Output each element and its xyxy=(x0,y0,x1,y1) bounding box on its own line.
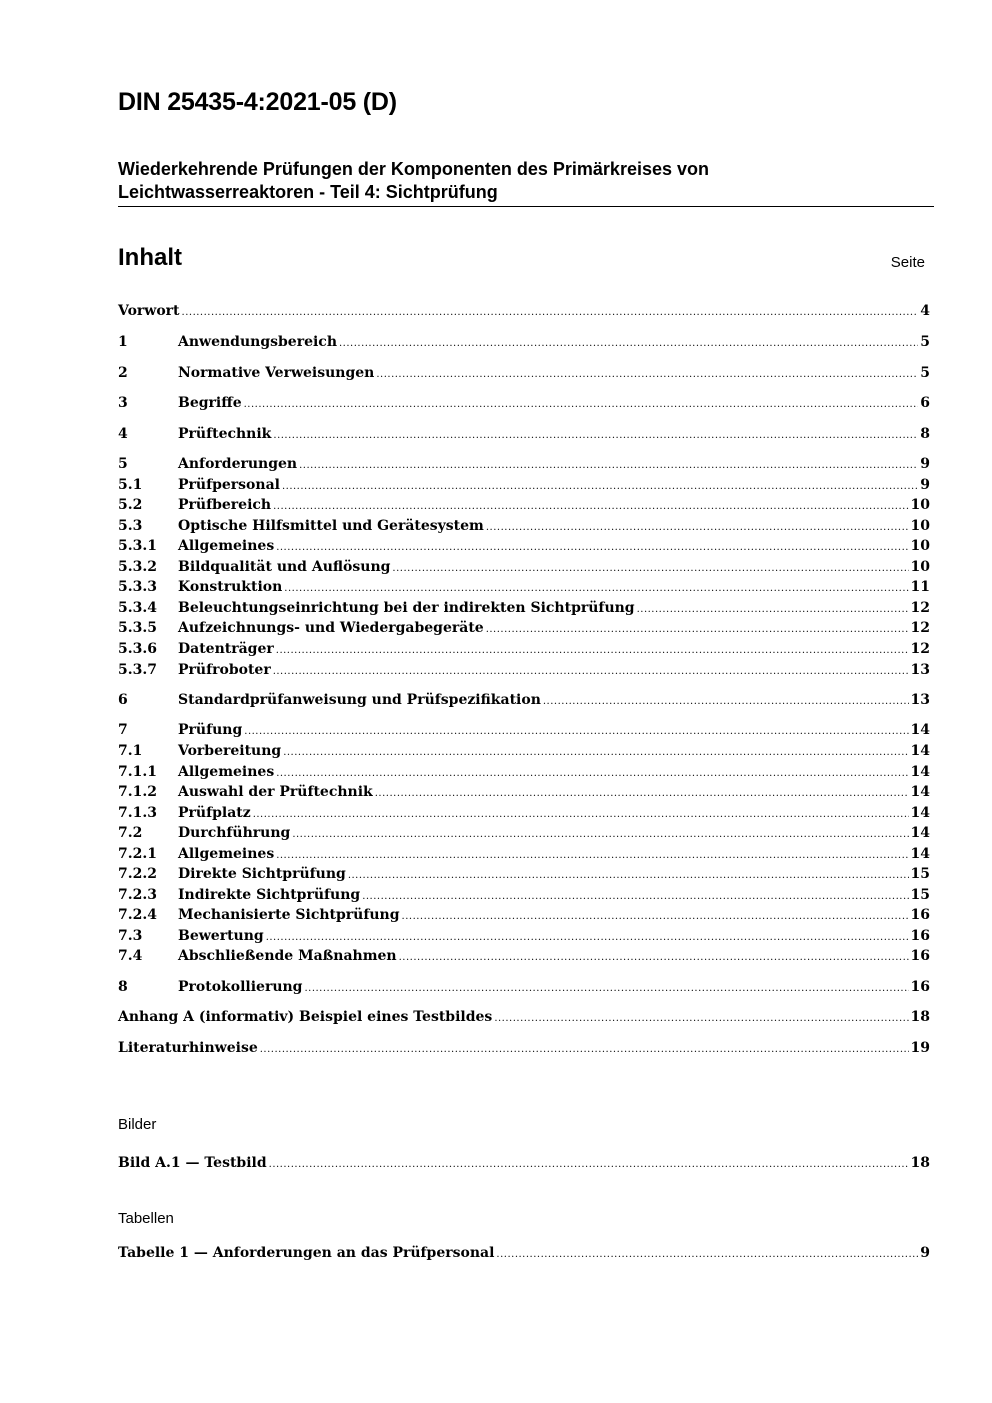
toc-entry-number: 7.1.2 xyxy=(118,784,157,800)
toc-entry-page: 13 xyxy=(910,692,930,708)
toc-entry-label: Allgemeines xyxy=(178,764,275,780)
tables-heading: Tabellen xyxy=(118,1210,174,1227)
toc-entry-page: 14 xyxy=(910,805,930,821)
toc-entry[interactable] xyxy=(118,334,930,354)
toc-leader-dots xyxy=(399,952,909,963)
title-divider xyxy=(118,206,934,207)
toc-leader-dots xyxy=(276,850,908,861)
toc-entry-number: 5.3.3 xyxy=(118,579,157,595)
toc-entry[interactable] xyxy=(118,825,930,845)
toc-leader-dots xyxy=(375,788,909,799)
toc-entry-label: Vorbereitung xyxy=(178,743,282,759)
toc-entry[interactable] xyxy=(118,620,930,640)
toc-entry-page: 12 xyxy=(910,620,930,636)
document-title-line-2: Leichtwasserreaktoren - Teil 4: Sichtprüfung xyxy=(118,182,498,202)
toc-entry-number: 7.1.3 xyxy=(118,805,157,821)
toc-entry-label: Literaturhinweise xyxy=(118,1040,258,1056)
toc-entry[interactable] xyxy=(118,805,930,825)
toc-entry-page: 9 xyxy=(920,456,930,472)
toc-entry-number: 8 xyxy=(118,979,128,995)
toc-entry[interactable] xyxy=(118,722,930,742)
toc-leader-dots xyxy=(637,604,909,615)
toc-entry-number: 5.3.5 xyxy=(118,620,157,636)
toc-leader-dots xyxy=(244,399,919,410)
toc-entry-page: 5 xyxy=(920,365,930,381)
toc-entry-number: 7.4 xyxy=(118,948,143,964)
toc-leader-dots xyxy=(292,829,908,840)
toc-entry-page: 12 xyxy=(910,641,930,657)
toc-entry-label: Tabelle 1 — Anforderungen an das Prüfpersonal xyxy=(118,1245,495,1261)
toc-entry[interactable] xyxy=(118,395,930,415)
toc-entry-page: 14 xyxy=(910,825,930,841)
toc-entry-label: Indirekte Sichtprüfung xyxy=(178,887,361,903)
toc-entry[interactable] xyxy=(118,303,930,323)
toc-entry-page: 12 xyxy=(910,600,930,616)
toc-entry-number: 5 xyxy=(118,456,128,472)
toc-entry-page: 15 xyxy=(910,887,930,903)
toc-leader-dots xyxy=(402,911,909,922)
toc-entry-number: 5.3.7 xyxy=(118,662,157,678)
toc-entry-page: 9 xyxy=(920,1245,930,1261)
toc-entry[interactable] xyxy=(118,600,930,620)
toc-entry[interactable] xyxy=(118,784,930,804)
toc-leader-dots xyxy=(269,1159,909,1170)
toc-entry-label: Allgemeines xyxy=(178,538,275,554)
toc-entry-page: 16 xyxy=(910,907,930,923)
toc-entry-label: Standardprüfanweisung und Prüfspezifikation xyxy=(178,692,541,708)
toc-leader-dots xyxy=(182,307,919,318)
toc-leader-dots xyxy=(494,1013,908,1024)
toc-leader-dots xyxy=(273,501,908,512)
toc-entry[interactable] xyxy=(118,1009,930,1029)
toc-entry-label: Bild A.1 — Testbild xyxy=(118,1155,267,1171)
toc-entry-label: Bewertung xyxy=(178,928,264,944)
toc-leader-dots xyxy=(543,696,909,707)
toc-leader-dots xyxy=(392,563,908,574)
toc-leader-dots xyxy=(284,583,908,594)
toc-entry-number: 5.3.6 xyxy=(118,641,157,657)
toc-leader-dots xyxy=(244,726,908,737)
toc-entry-number: 7.2.1 xyxy=(118,846,157,862)
figures-heading: Bilder xyxy=(118,1116,157,1133)
toc-entry-page: 10 xyxy=(910,497,930,513)
toc-entry-page: 18 xyxy=(910,1155,930,1171)
toc-leader-dots xyxy=(486,624,909,635)
toc-entry-page: 16 xyxy=(910,979,930,995)
toc-entry[interactable] xyxy=(118,579,930,599)
toc-entry-number: 7.2.2 xyxy=(118,866,157,882)
toc-entry-page: 11 xyxy=(910,579,930,595)
toc-entry[interactable] xyxy=(118,538,930,558)
toc-entry-label: Prüfplatz xyxy=(178,805,251,821)
toc-entry-number: 7.3 xyxy=(118,928,143,944)
toc-entry-label: Allgemeines xyxy=(178,846,275,862)
toc-entry-number: 7 xyxy=(118,722,128,738)
toc-leader-dots xyxy=(276,645,909,656)
toc-entry-page: 5 xyxy=(920,334,930,350)
toc-entry-number: 5.3.2 xyxy=(118,559,157,575)
toc-entry-page: 4 xyxy=(920,303,930,319)
toc-leader-dots xyxy=(339,338,918,349)
toc-entry-number: 7.1 xyxy=(118,743,143,759)
toc-entry-number: 5.3.4 xyxy=(118,600,157,616)
toc-entry[interactable] xyxy=(118,887,930,907)
toc-entry[interactable] xyxy=(118,426,930,446)
toc-entry-label: Konstruktion xyxy=(178,579,283,595)
toc-entry-page: 15 xyxy=(910,866,930,882)
toc-entry-number: 7.2 xyxy=(118,825,143,841)
toc-entry-page: 8 xyxy=(920,426,930,442)
toc-entry[interactable] xyxy=(118,365,930,385)
toc-entry-label: Durchführung xyxy=(178,825,291,841)
toc-entry-page: 14 xyxy=(910,764,930,780)
toc-entry-label: Datenträger xyxy=(178,641,274,657)
toc-entry-number: 2 xyxy=(118,365,128,381)
toc-leader-dots xyxy=(304,983,908,994)
toc-entry-number: 7.2.3 xyxy=(118,887,157,903)
toc-entry-label: Aufzeichnungs- und Wiedergabegeräte xyxy=(178,620,484,636)
toc-entry-label: Auswahl der Prüftechnik xyxy=(178,784,373,800)
toc-entry-number: 6 xyxy=(118,692,128,708)
toc-entry-page: 6 xyxy=(920,395,930,411)
toc-entry[interactable] xyxy=(118,1040,930,1060)
toc-entry[interactable] xyxy=(118,497,930,517)
toc-entry-label: Abschließende Maßnahmen xyxy=(178,948,397,964)
toc-entry-label: Anforderungen xyxy=(178,456,298,472)
toc-entry[interactable] xyxy=(118,662,930,682)
toc-entry-label: Prüfpersonal xyxy=(178,477,280,493)
toc-entry-page: 18 xyxy=(910,1009,930,1025)
toc-entry-page: 16 xyxy=(910,928,930,944)
toc-leader-dots xyxy=(362,891,908,902)
toc-entry-number: 1 xyxy=(118,334,128,350)
toc-leader-dots xyxy=(260,1044,909,1055)
toc-leader-dots xyxy=(282,481,918,492)
document-title xyxy=(118,158,934,204)
toc-entry-number: 7.1.1 xyxy=(118,764,157,780)
toc-entry-label: Beleuchtungseinrichtung bei der indirekten Sichtprüfung xyxy=(178,600,635,616)
toc-entry-number: 7.2.4 xyxy=(118,907,157,923)
toc-entry-label: Anhang A (informativ) Beispiel eines Testbildes xyxy=(118,1009,493,1025)
toc-entry-page: 9 xyxy=(920,477,930,493)
toc-entry-label: Prüfung xyxy=(178,722,243,738)
toc-entry[interactable] xyxy=(118,948,930,968)
document-title-line-1: Wiederkehrende Prüfungen der Komponenten des Primärkreises von xyxy=(118,159,709,179)
toc-entry-label: Mechanisierte Sichtprüfung xyxy=(178,907,400,923)
toc-entry-label: Normative Verweisungen xyxy=(178,365,375,381)
document-id: DIN 25435-4:2021-05 (D) xyxy=(118,88,397,116)
toc-entry-page: 19 xyxy=(910,1040,930,1056)
page-column-label: Seite xyxy=(890,254,925,271)
toc-entry-label: Prüfbereich xyxy=(178,497,272,513)
toc-leader-dots xyxy=(376,369,918,380)
toc-entry[interactable] xyxy=(118,928,930,948)
toc-entry-page: 13 xyxy=(910,662,930,678)
toc-leader-dots xyxy=(348,870,909,881)
toc-entry-page: 14 xyxy=(910,722,930,738)
toc-entry-number: 5.1 xyxy=(118,477,143,493)
toc-leader-dots xyxy=(276,542,908,553)
toc-entry[interactable] xyxy=(118,743,930,763)
toc-entry-number: 5.2 xyxy=(118,497,143,513)
toc-entry[interactable] xyxy=(118,456,930,476)
toc-entry-label: Protokollierung xyxy=(178,979,303,995)
toc-entry[interactable] xyxy=(118,559,930,579)
toc-entry-number: 4 xyxy=(118,426,128,442)
toc-entry[interactable] xyxy=(118,641,930,661)
toc-entry-label: Prüftechnik xyxy=(178,426,272,442)
toc-leader-dots xyxy=(299,460,918,471)
toc-leader-dots xyxy=(276,768,908,779)
toc-entry-number: 5.3 xyxy=(118,518,143,534)
toc-entry[interactable] xyxy=(118,866,930,886)
toc-entry-label: Direkte Sichtprüfung xyxy=(178,866,346,882)
toc-leader-dots xyxy=(496,1249,918,1260)
toc-leader-dots xyxy=(283,747,908,758)
toc-entry[interactable] xyxy=(118,764,930,784)
toc-entry-label: Begriffe xyxy=(178,395,242,411)
toc-entry-number: 3 xyxy=(118,395,128,411)
contents-heading: Inhalt xyxy=(118,244,182,271)
toc-entry[interactable] xyxy=(118,518,930,538)
toc-leader-dots xyxy=(266,932,909,943)
toc-entry[interactable] xyxy=(118,907,930,927)
toc-entry[interactable] xyxy=(118,1245,930,1265)
toc-entry-number: 5.3.1 xyxy=(118,538,157,554)
toc-entry-page: 10 xyxy=(910,559,930,575)
toc-leader-dots xyxy=(253,809,909,820)
toc-entry-page: 14 xyxy=(910,784,930,800)
toc-leader-dots xyxy=(273,430,918,441)
toc-entry[interactable] xyxy=(118,1155,930,1175)
toc-entry[interactable] xyxy=(118,692,930,712)
toc-entry-label: Bildqualität und Auflösung xyxy=(178,559,391,575)
toc-entry-page: 14 xyxy=(910,743,930,759)
toc-entry[interactable] xyxy=(118,846,930,866)
toc-leader-dots xyxy=(486,522,909,533)
toc-entry-label: Vorwort xyxy=(118,303,180,319)
toc-entry[interactable] xyxy=(118,979,930,999)
toc-entry-page: 14 xyxy=(910,846,930,862)
toc-entry-page: 10 xyxy=(910,518,930,534)
toc-entry-page: 10 xyxy=(910,538,930,554)
toc-entry-label: Prüfroboter xyxy=(178,662,271,678)
toc-entry-page: 16 xyxy=(910,948,930,964)
toc-entry[interactable] xyxy=(118,477,930,497)
toc-entry-label: Anwendungsbereich xyxy=(178,334,337,350)
toc-entry-label: Optische Hilfsmittel und Gerätesystem xyxy=(178,518,484,534)
toc-leader-dots xyxy=(273,666,909,677)
